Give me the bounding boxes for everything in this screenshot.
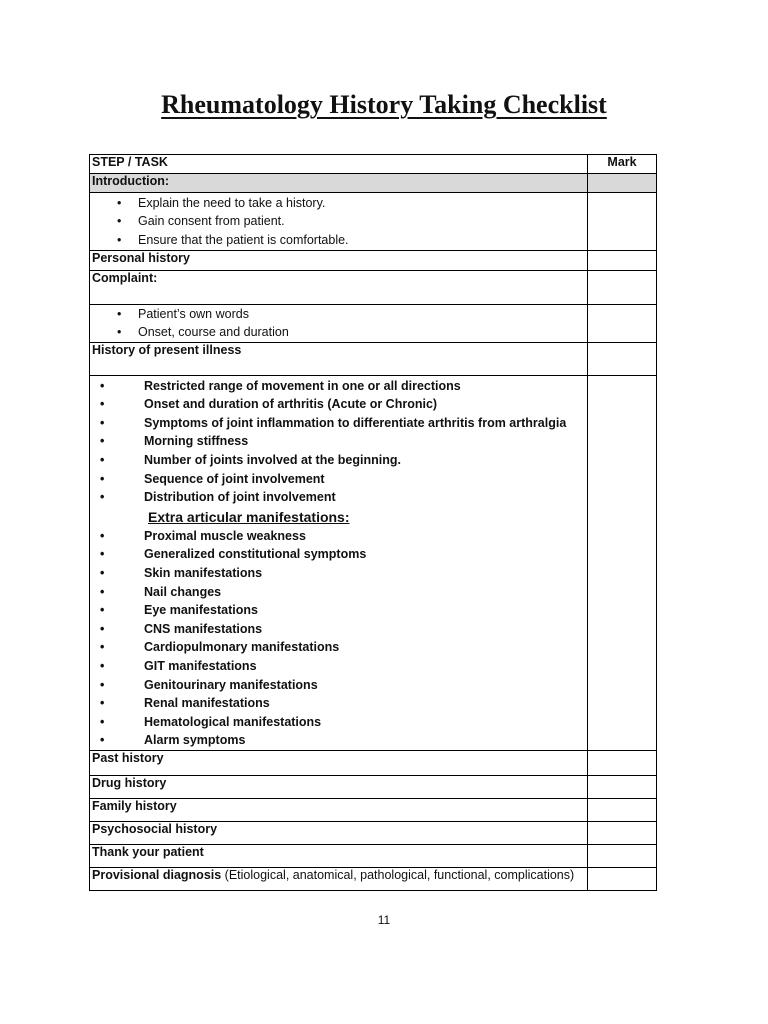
provisional-diagnosis-detail: (Etiological, anatomical, pathological, functional, complications): [221, 867, 575, 882]
mark-cell: [588, 798, 657, 821]
section-row-personal-history: [90, 251, 657, 271]
provisional-diagnosis-cell: [90, 867, 588, 890]
section-label-present-illness: History of present illness: [90, 342, 588, 375]
list-item: • Alarm symptoms: [92, 731, 585, 750]
list-item: • Hematological manifestations: [92, 713, 585, 732]
section-label-family-history: Family history: [90, 798, 588, 821]
column-header-task: STEP / TASK: [90, 155, 588, 174]
list-item: • Number of joints involved at the beginning.: [92, 451, 585, 470]
list-item: • Explain the need to take a history.: [92, 194, 585, 212]
section-items-complaint: [90, 305, 657, 343]
section-row-past-history: [90, 750, 657, 775]
list-item: • CNS manifestations: [92, 620, 585, 639]
complaint-list: [92, 305, 585, 342]
list-item: • Skin manifestations: [92, 564, 585, 583]
column-header-mark: Mark: [588, 155, 657, 174]
section-row-family-history: [90, 798, 657, 821]
checklist-table: [89, 154, 657, 891]
extra-articular-heading: [92, 507, 585, 527]
mark-cell: [588, 174, 657, 193]
page-title: Rheumatology History Taking Checklist: [161, 90, 607, 119]
section-label-complaint: Complaint:: [90, 271, 588, 305]
extra-articular-list: [92, 527, 585, 750]
section-label-thank-patient: Thank your patient: [90, 844, 588, 867]
section-label-past-history: Past history: [90, 750, 588, 775]
list-item: • Genitourinary manifestations: [92, 676, 585, 695]
list-item: • Distribution of joint involvement: [92, 488, 585, 507]
section-items-introduction: [90, 193, 657, 251]
list-item: • Restricted range of movement in one or all directions: [92, 377, 585, 396]
present-illness-list: [92, 377, 585, 507]
section-label-introduction: Introduction:: [90, 174, 588, 193]
list-item: • Gain consent from patient.: [92, 212, 585, 230]
list-item: • Onset, course and duration: [92, 323, 585, 341]
list-item: • Sequence of joint involvement: [92, 470, 585, 489]
list-item: • Symptoms of joint inflammation to differentiate arthritis from arthralgia: [92, 414, 585, 433]
section-row-provisional-diagnosis: [90, 867, 657, 890]
section-row-present-illness: [90, 342, 657, 375]
mark-cell: [588, 375, 657, 750]
mark-cell: [588, 342, 657, 375]
section-row-thank-patient: [90, 844, 657, 867]
list-item: • Ensure that the patient is comfortable.: [92, 231, 585, 249]
mark-cell: [588, 844, 657, 867]
list-item: • Morning stiffness: [92, 432, 585, 451]
section-row-psychosocial-history: [90, 821, 657, 844]
page-number: 11: [377, 913, 391, 927]
mark-cell: [588, 193, 657, 251]
list-item: • Patient’s own words: [92, 305, 585, 323]
section-row-drug-history: [90, 775, 657, 798]
list-item: • GIT manifestations: [92, 657, 585, 676]
list-item: • Eye manifestations: [92, 601, 585, 620]
mark-cell: [588, 271, 657, 305]
list-item: • Proximal muscle weakness: [92, 527, 585, 546]
extra-articular-heading-text: Extra articular manifestations:: [148, 508, 350, 525]
mark-cell: [588, 867, 657, 890]
section-row-introduction: [90, 174, 657, 193]
provisional-diagnosis-label: Provisional diagnosis: [92, 867, 222, 882]
list-item: • Cardiopulmonary manifestations: [92, 638, 585, 657]
mark-cell: [588, 821, 657, 844]
mark-cell: [588, 750, 657, 775]
section-label-psychosocial-history: Psychosocial history: [90, 821, 588, 844]
list-item: • Renal manifestations: [92, 694, 585, 713]
mark-cell: [588, 775, 657, 798]
list-item: • Nail changes: [92, 583, 585, 602]
section-items-present-illness: [90, 375, 657, 750]
list-item: • Onset and duration of arthritis (Acute or Chronic): [92, 395, 585, 414]
list-item: • Generalized constitutional symptoms: [92, 545, 585, 564]
mark-cell: [588, 251, 657, 271]
section-label-personal-history: Personal history: [90, 251, 588, 271]
mark-cell: [588, 305, 657, 343]
introduction-list: [92, 194, 585, 249]
section-row-complaint: [90, 271, 657, 305]
table-header-row: [90, 155, 657, 174]
section-label-drug-history: Drug history: [90, 775, 588, 798]
